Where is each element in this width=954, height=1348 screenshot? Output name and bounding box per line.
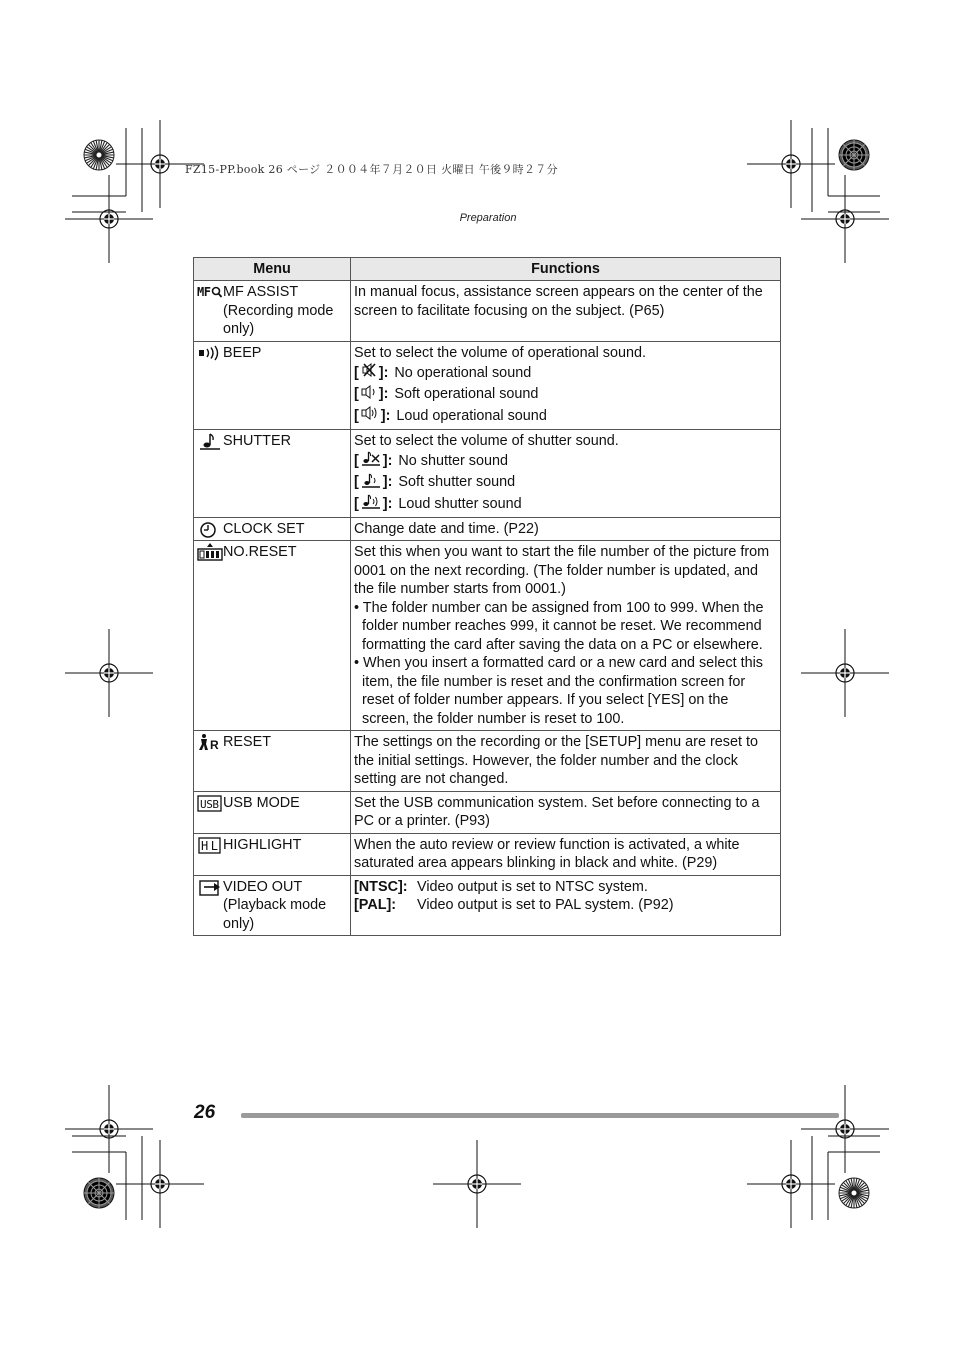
footer-rule — [241, 1113, 839, 1118]
option-bracket-close: ]: — [382, 474, 393, 490]
video-out-icon — [197, 878, 223, 896]
beep-option-off — [354, 362, 777, 384]
function-cell: Change date and time. (P22) — [351, 517, 781, 541]
file-number-reset-icon — [197, 543, 223, 561]
menu-cell — [194, 429, 351, 517]
beep-option-soft — [354, 384, 777, 406]
table-row-video-out — [194, 875, 781, 936]
menu-name: CLOCK SET — [223, 520, 305, 537]
function-bullet: • The folder number can be assigned from 100 to 999. When the folder number reaches 999, it cannot be reset. We recommend formatting the card after saving the data on a PC or elsewhere. — [354, 599, 764, 653]
shutter-option-loud — [354, 493, 777, 515]
shutter-sound-icon — [197, 432, 223, 450]
print-header: FZ15-PP.book 26 ページ ２００４年７月２０日 火曜日 午後９時２７分 — [185, 163, 558, 176]
option-bracket-open: [ — [354, 386, 359, 402]
shutter-loud-icon — [361, 493, 381, 515]
beep-soft-icon — [361, 384, 377, 406]
menu-name: NO.RESET — [223, 544, 297, 560]
mf-assist-icon — [197, 283, 223, 301]
option-description: Video output is set to PAL system. (P92) — [417, 897, 674, 913]
menu-name: USB MODE — [223, 794, 300, 811]
menu-cell — [194, 833, 351, 875]
function-cell — [351, 875, 781, 936]
function-cell: In manual focus, assistance screen appears on the center of the screen to facilitate focusing on the subject. (P65) — [351, 281, 781, 342]
functions-column-header: Functions — [351, 258, 781, 281]
highlight-icon-label: HL — [201, 838, 218, 853]
menu-functions-table — [193, 257, 781, 936]
option-bracket-open: [ — [354, 364, 359, 381]
menu-cell — [194, 731, 351, 792]
table-row-beep — [194, 341, 781, 429]
page-number: 26 — [194, 1102, 216, 1123]
option-key: [NTSC]: — [354, 878, 408, 895]
option-description: Loud operational sound — [396, 407, 547, 424]
table-row-usb-mode — [194, 791, 781, 833]
function-cell: When the auto review or review function is activated, a white saturated area appears blinking in black and white. (P29) — [351, 833, 781, 875]
option-bracket-close: ]: — [380, 407, 391, 424]
menu-name: SHUTTER — [223, 432, 291, 449]
function-intro: Set to select the volume of operational sound. — [354, 344, 646, 361]
table-row-highlight — [194, 833, 781, 875]
table-row-reset — [194, 731, 781, 792]
menu-cell — [194, 281, 351, 342]
menu-name: VIDEO OUT (Playback mode only) — [223, 878, 327, 932]
menu-cell — [194, 541, 351, 731]
option-bracket-open: [ — [354, 407, 359, 424]
option-description: Loud shutter sound — [398, 495, 522, 512]
svg-text:MF: MF — [197, 285, 211, 299]
function-bullet: • When you insert a formatted card or a new card and select this item, the file number is reset and the confirmation screen for reset of folder number appears. If you select [YES] on the screen, the folder number is reset to 100. — [354, 655, 763, 727]
table-header-row — [194, 258, 781, 281]
section-label: Preparation — [459, 212, 517, 224]
usb-icon-label: USB — [200, 797, 219, 811]
option-bracket-open: [ — [354, 452, 359, 469]
highlight-icon — [197, 836, 223, 854]
option-description: Soft operational sound — [394, 386, 539, 402]
svg-text:R: R — [210, 738, 219, 751]
shutter-option-off — [354, 450, 777, 472]
reset-icon — [197, 733, 223, 751]
option-description: No shutter sound — [398, 452, 508, 469]
menu-name: RESET — [223, 734, 271, 750]
menu-cell — [194, 341, 351, 429]
function-cell — [351, 541, 781, 731]
table-row-mf-assist — [194, 281, 781, 342]
option-description: No operational sound — [394, 364, 532, 381]
menu-name: BEEP — [223, 344, 262, 361]
table-row-shutter — [194, 429, 781, 517]
option-bracket-close: ]: — [382, 452, 393, 469]
option-bracket-open: [ — [354, 474, 359, 490]
option-bracket-close: ]: — [378, 364, 389, 381]
menu-column-header: Menu — [194, 258, 351, 281]
option-key: [PAL]: — [354, 897, 397, 913]
shutter-soft-icon — [361, 472, 381, 494]
menu-cell — [194, 517, 351, 541]
menu-cell — [194, 875, 351, 936]
beep-loud-icon — [361, 405, 379, 427]
usb-icon — [197, 794, 223, 812]
beep-off-icon — [361, 362, 377, 384]
function-intro: Set to select the volume of shutter sound. — [354, 432, 619, 449]
video-out-option-pal — [354, 896, 777, 915]
table-row-clock-set — [194, 517, 781, 541]
option-bracket-close: ]: — [378, 386, 389, 402]
menu-cell — [194, 791, 351, 833]
table-row-no-reset — [194, 541, 781, 731]
menu-name: MF ASSIST (Recording mode only) — [223, 284, 334, 337]
menu-name: HIGHLIGHT — [223, 836, 302, 853]
video-out-option-ntsc — [354, 878, 777, 897]
option-bracket-open: [ — [354, 495, 359, 512]
option-description: Soft shutter sound — [398, 474, 516, 490]
function-cell — [351, 429, 781, 517]
function-text: Set this when you want to start the file number of the picture from 0001 on the next recording. (The folder number is updated, and the file number starts from 0001.) — [354, 544, 770, 597]
beep-option-loud — [354, 405, 777, 427]
clock-icon — [197, 520, 223, 538]
option-bracket-close: ]: — [382, 495, 393, 512]
function-cell — [351, 341, 781, 429]
shutter-off-icon — [361, 450, 381, 472]
option-description: Video output is set to NTSC system. — [417, 878, 648, 895]
beep-icon — [197, 344, 223, 362]
function-cell: Set the USB communication system. Set before connecting to a PC or a printer. (P93) — [351, 791, 781, 833]
function-cell: The settings on the recording or the [SETUP] menu are reset to the initial settings. However, the folder number and the clock setting are not changed. — [351, 731, 781, 792]
shutter-option-soft — [354, 472, 777, 494]
